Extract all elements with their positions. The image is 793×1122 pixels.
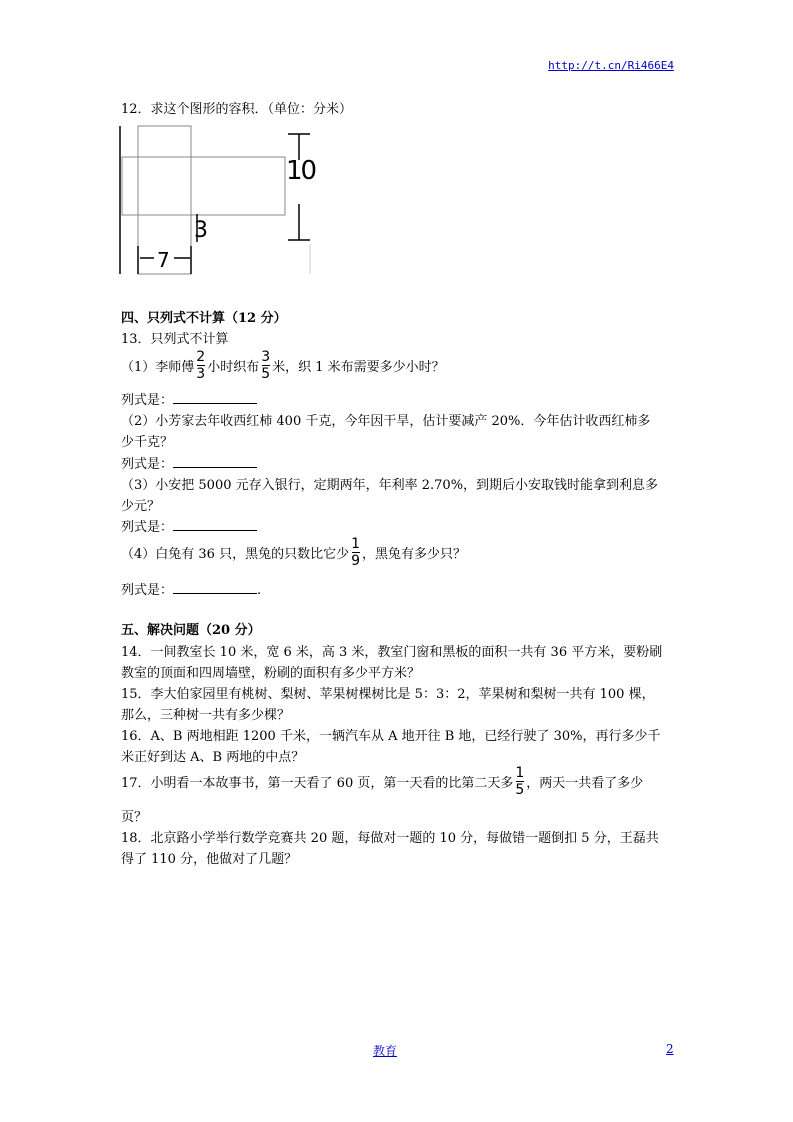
fraction-denominator: 5 — [515, 782, 525, 798]
fraction-denominator: 3 — [196, 366, 206, 382]
answer-line-3 — [121, 516, 257, 535]
fraction-denominator: 9 — [351, 553, 360, 569]
q13-part-1 — [121, 350, 445, 381]
question-14-line2: 教室的顶面和四周墙壁，粉刷的面积有多少平方米？ — [121, 666, 421, 681]
figure-label-depth: 3 — [194, 218, 208, 243]
q13-part-4 — [121, 537, 466, 568]
answer-line-2 — [121, 453, 257, 472]
answer-blank[interactable] — [173, 518, 257, 531]
question-17-line1 — [121, 766, 643, 797]
question-14-line1: 14．一间教室长 10 米，宽 6 米，高 3 米，教室门窗和黑板的面积一共有 36 平方米，要粉刷 — [121, 645, 663, 660]
page-number: 2 — [666, 1042, 674, 1056]
answer-label: 列式是： — [121, 520, 174, 535]
question-12-text: 12．求这个图形的容积．（单位：分米） — [121, 102, 353, 117]
q13-p1-text-a: （1）李师傅 — [121, 360, 195, 375]
question-16-line2: 米正好到达 A、B 两地的中点？ — [121, 750, 305, 765]
footer-link[interactable]: 教育 — [373, 1044, 398, 1058]
figure-label-width: 7 — [157, 248, 170, 272]
question-13-title: 13．只列式不计算 — [121, 332, 229, 347]
answer-blank[interactable] — [173, 581, 257, 594]
question-17-line2: 页？ — [121, 810, 148, 825]
fraction-1-5 — [515, 766, 524, 797]
figure-label-height: 10 — [286, 156, 316, 186]
fraction-1-9 — [351, 537, 360, 568]
answer-line-4 — [121, 579, 261, 598]
question-18-line1: 18．北京路小学举行数学竞赛共 20 题，每做对一题的 10 分，每做错一题倒扣 5 分，王磊共 — [121, 831, 659, 846]
answer-period: . — [257, 583, 262, 598]
fraction-numerator: 1 — [351, 536, 360, 552]
section-4-title: 四、只列式不计算（12 分） — [121, 311, 287, 326]
fraction-denominator: 5 — [261, 366, 271, 382]
section-5-title: 五、解决问题（20 分） — [121, 623, 261, 638]
question-16-line1: 16．A、B 两地相距 1200 千米，一辆汽车从 A 地开往 B 地，已经行驶了 30%，再行多少千 — [121, 729, 661, 744]
fraction-numerator: 3 — [261, 349, 271, 365]
q13-p1-text-c: 米，织 1 米布需要多少小时？ — [272, 360, 445, 375]
q17-text-b: ，两天一共看了多少 — [526, 776, 644, 791]
answer-label: 列式是： — [121, 393, 174, 408]
box-net-figure — [118, 124, 318, 276]
q13-p1-text-b: 小时织布 — [207, 360, 260, 375]
fraction-numerator: 1 — [515, 765, 525, 781]
q13-p4-text-a: （4）白兔有 36 只，黑兔的只数比它少 — [121, 547, 350, 562]
answer-blank[interactable] — [173, 391, 257, 404]
header-url-link[interactable]: http://t.cn/Ri466E4 — [548, 59, 674, 72]
q13-p3-line1: （3）小安把 5000 元存入银行，定期两年，年利率 2.70%，到期后小安取钱时能拿到利息多 — [121, 478, 659, 493]
fraction-numerator: 2 — [196, 349, 206, 365]
question-18-line2: 得了 110 分，他做对了几题？ — [121, 852, 298, 867]
q13-p4-text-b: ，黑兔有多少只？ — [362, 547, 467, 562]
answer-line-1 — [121, 389, 257, 408]
question-15-line2: 那么，三种树一共有多少棵？ — [121, 708, 291, 723]
answer-label: 列式是： — [121, 457, 174, 472]
fraction-2-3 — [196, 350, 205, 381]
fraction-3-5 — [261, 350, 270, 381]
q17-text-a: 17．小明看一本故事书，第一天看了 60 页，第一天看的比第二天多 — [121, 776, 514, 791]
q13-p2-line1: （2）小芳家去年收西红柿 400 千克，今年因干旱，估计要减产 20%．今年估计收西红柿多 — [121, 414, 651, 429]
q13-p3-line2: 少元？ — [121, 499, 161, 514]
answer-blank[interactable] — [173, 455, 257, 468]
answer-label: 列式是： — [121, 583, 174, 598]
q13-p2-line2: 少千克？ — [121, 435, 174, 450]
question-15-line1: 15．李大伯家园里有桃树、梨树、苹果树棵树比是 5：3：2，苹果树和梨树一共有 100 棵， — [121, 687, 655, 702]
